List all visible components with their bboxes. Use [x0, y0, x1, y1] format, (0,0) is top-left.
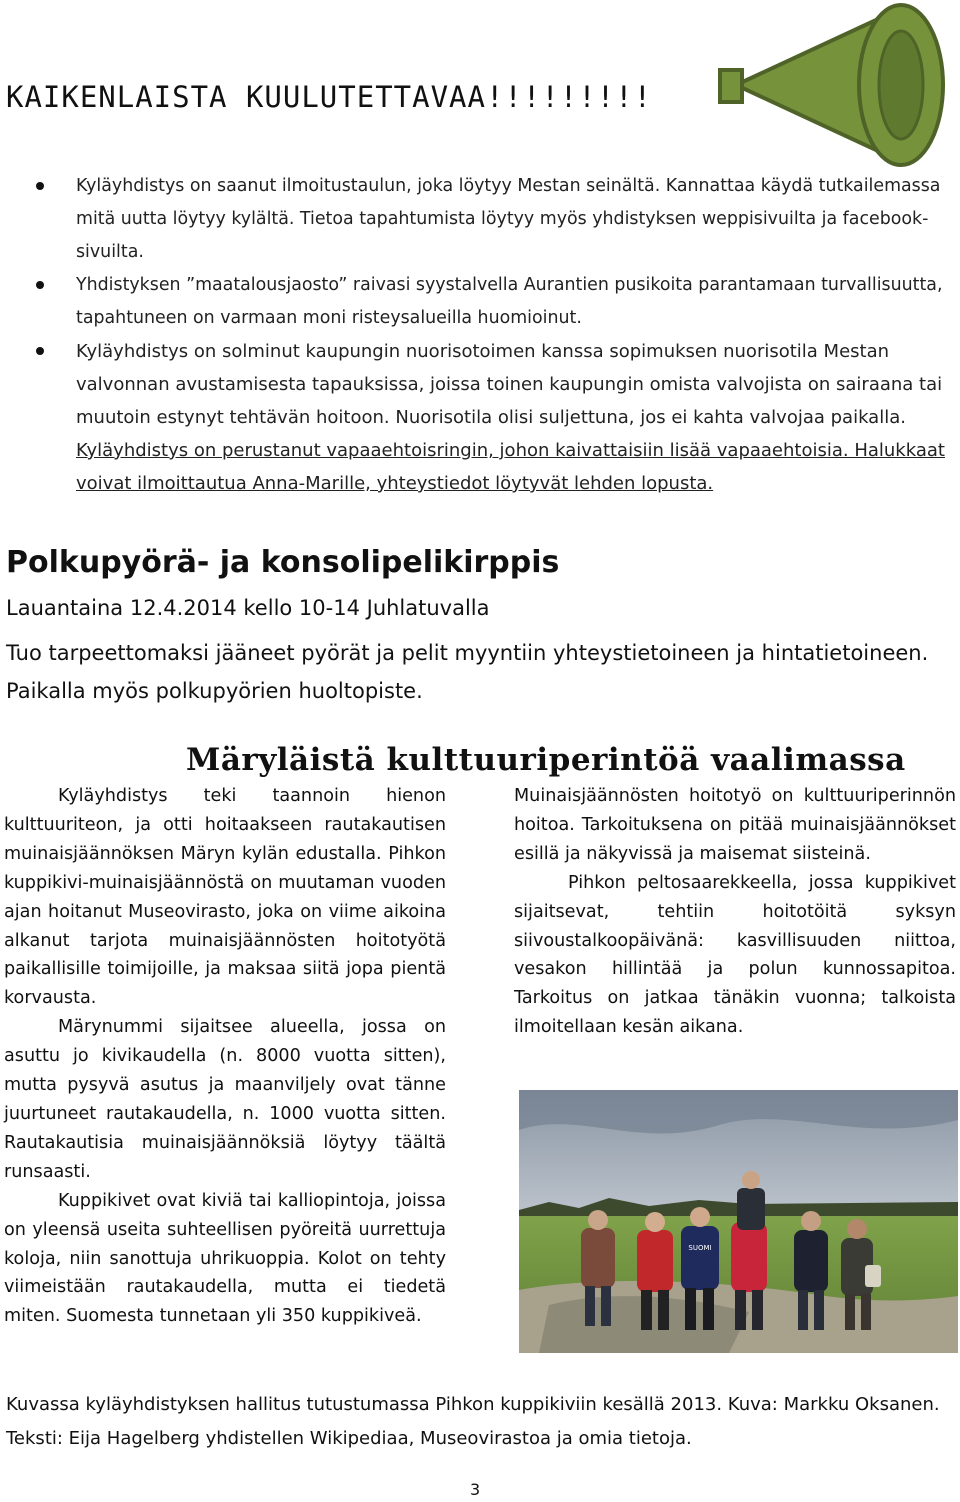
list-item: Kyläyhdistys on saanut ilmoitustaulun, joka löytyy Mestan seinältä. Kannattaa käydä tutkailemassa mitä uutta löytyy kylältä. Tietoa tapahtumista löytyy myös yhdistyksen weppisivuilta ja facebook- sivuilta.: [36, 170, 956, 269]
article-paragraph: Muinaisjäännösten hoitotyö on kulttuuriperinnön hoitoa. Tarkoituksena on pitää muinaisjäännökset esillä ja näkyvissä ja maisemat siisteinä.: [514, 786, 956, 864]
jersey-text: SUOMI: [688, 1244, 712, 1252]
article-heading: Märyläistä kulttuuriperintöä vaalimassa: [186, 742, 906, 778]
announcement-list: [36, 170, 956, 500]
article-column-left: [4, 782, 446, 1331]
list-item: Yhdistyksen ”maatalousjaosto” raivasi syystalvella Aurantien pusikoita parantamaan turvallisuutta, tapahtuneen on varmaan moni risteysalueilla huomioinut.: [36, 269, 956, 335]
bullet-icon: [36, 281, 44, 289]
event-date: Lauantaina 12.4.2014 kello 10-14 Juhlatuvalla: [6, 596, 490, 620]
bullet-icon: [36, 182, 44, 190]
megaphone-icon: [716, 0, 956, 170]
article-paragraph: Kyläyhdistys teki taannoin hienon kulttuuriteon, ja otti hoitaakseen rautakautisen muinaisjäännöksen Märyn kylän edustalla. Pihkon kuppikivi-muinaisjäännöstä on muutaman vuoden ajan hoitanut Museovirasto, joka on viime aikoina alkanut tarjota muinaisjäännösten hoitotyötä paikallisille toimijoille, ja maksaa siitä jopa pientä korvausta.: [4, 786, 446, 1009]
volunteer-note: Kyläyhdistys on perustanut vapaaehtoisringin, johon kaivattaisiin lisää vapaaehtoisia. Halukkaat voivat ilmoittautua Anna-Marille, yhteystiedot löytyvät lehden lopusta.: [76, 440, 945, 494]
article-paragraph: Kuppikivet ovat kiviä tai kalliopintoja, joissa on yleensä useita suhteellisen pyöreitä uurrettuja koloja, niin sanottuja uhrikuoppia. Kolot on tehty viimeistään rautakaudella, mutta ei tiedetä miten. Suomesta tunnetaan yli 350 kuppikiveä.: [4, 1190, 446, 1327]
list-item: Kyläyhdistys on solminut kaupungin nuorisotoimen kanssa sopimuksen nuorisotila Mestan valvonnan avustamisesta tapauksissa, joissa toinen kaupungin omista valvojista on sairaana tai muutoin estynyt tehtävän hoitoon. Nuorisotila olisi suljettuna, jos ei kahta valvojaa paikalla. Kyläyhdistys on perustanut vapaaehtoisringin, johon kaivattaisiin lisää vapaaehtoisia. Halukkaat voivat ilmoittautua Anna-Marille, yhteystiedot löytyvät lehden lopusta.: [36, 335, 956, 500]
page-title: KAIKENLAISTA KUULUTETTAVAA!!!!!!!!!: [6, 80, 653, 114]
bullet-icon: [36, 347, 44, 355]
article-paragraph: Pihkon peltosaarekkeella, jossa kuppikivet sijaitsevat, tehtiin hoitotöitä syksyn siivoustalkoopäivänä: kasvillisuuden niittoa, vesakon hillintää ja polun kunnossapitoa. Tarkoitus on jatkaa tänäkin vuonna; talkoista ilmoitellaan kesän aikana.: [514, 872, 956, 1038]
article-column-right: [514, 782, 956, 1042]
article-paragraph: Märynummi sijaitsee alueella, jossa on asuttu jo kivikaudella (n. 8000 vuotta sitten), mutta pysyvä asutus ja maanviljely ovat tänne juurtuneet rautakaudella, n. 1000 vuotta sitten. Rautakautisia muinaisjäännöksiä löytyy täältä runsaasti.: [4, 1017, 446, 1182]
event-description: Tuo tarpeettomaksi jääneet pyörät ja pelit myyntiin yhteystietoineen ja hintatietoineen. Paikalla myös polkupyörien huoltopiste.: [6, 641, 929, 703]
page-number: 3: [470, 1480, 481, 1499]
event-heading: Polkupyörä- ja konsolipelikirppis: [6, 545, 560, 580]
photo-caption: Kuvassa kyläyhdistyksen hallitus tutustumassa Pihkon kuppikiviin kesällä 2013. Kuva: Markku Oksanen. Teksti: Eija Hagelberg yhdistellen Wikipediaa, Museovirastoa ja omia tietoja.: [6, 1394, 940, 1449]
group-photo: [519, 1090, 958, 1353]
